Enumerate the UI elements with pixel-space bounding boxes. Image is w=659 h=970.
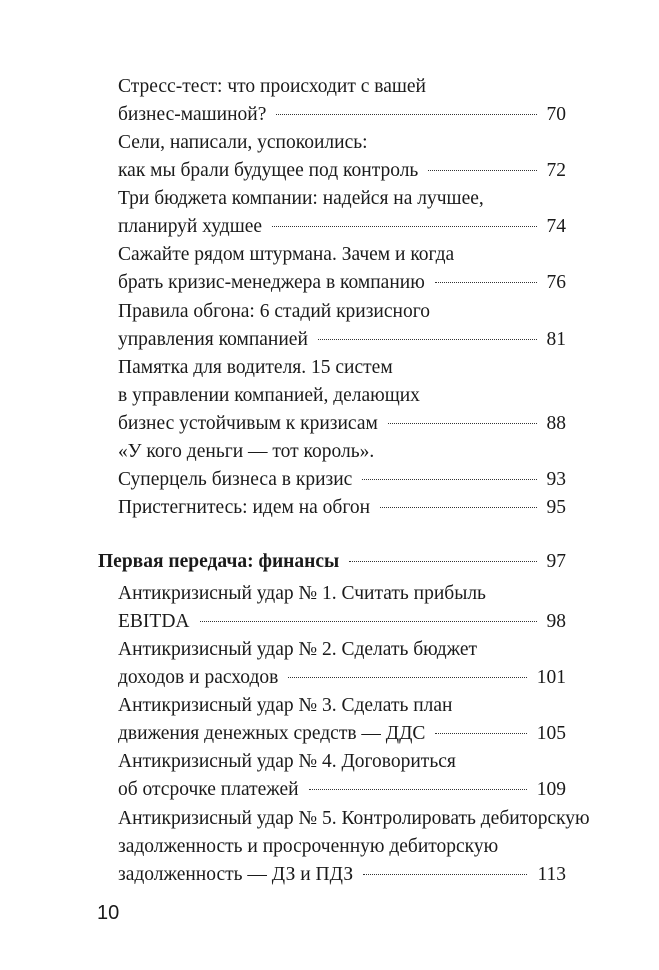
page-number: 101 bbox=[536, 667, 566, 688]
toc-entry bbox=[118, 438, 566, 494]
toc-entry-line: Суперцель бизнеса в кризис bbox=[118, 469, 353, 490]
toc-entry bbox=[118, 692, 566, 748]
toc-entry-line: Антикризисный удар № 3. Сделать план bbox=[118, 695, 453, 716]
dot-leader bbox=[318, 339, 537, 340]
dot-leader bbox=[272, 226, 536, 227]
toc-entry-line: Стресс-тест: что происходит с вашей bbox=[118, 76, 426, 97]
toc-entry-line: как мы брали будущее под контроль bbox=[118, 160, 419, 181]
page-number: 76 bbox=[546, 272, 566, 293]
toc-entry bbox=[118, 241, 566, 297]
page-number: 70 bbox=[546, 104, 566, 125]
dot-leader bbox=[276, 114, 536, 115]
page-number: 97 bbox=[546, 551, 566, 572]
dot-leader bbox=[428, 170, 536, 171]
toc-entry-line: Антикризисный удар № 5. Контролировать дебиторскую bbox=[118, 808, 590, 829]
dot-leader bbox=[388, 423, 537, 424]
toc-entry bbox=[118, 185, 566, 241]
page-number: 81 bbox=[546, 329, 566, 350]
dot-leader bbox=[363, 874, 527, 875]
chapter-title: Первая передача: финансы bbox=[98, 551, 340, 572]
toc-entry-line: Пристегнитесь: идем на обгон bbox=[118, 497, 371, 518]
toc-entry-line: «У кого деньги — тот король». bbox=[118, 441, 375, 462]
dot-leader bbox=[200, 621, 537, 622]
page-number: 72 bbox=[546, 160, 566, 181]
toc-entry bbox=[118, 354, 566, 438]
toc-entry-line: задолженность — ДЗ и ПДЗ bbox=[118, 864, 354, 885]
dot-leader bbox=[362, 479, 536, 480]
toc-entry bbox=[118, 805, 590, 889]
toc-entry bbox=[118, 73, 566, 129]
toc-entry-line: Правила обгона: 6 стадий кризисного bbox=[118, 301, 430, 322]
toc-entry-line: брать кризис-менеджера в компанию bbox=[118, 272, 425, 293]
dot-leader bbox=[380, 507, 536, 508]
toc-entry-line: Антикризисный удар № 1. Считать прибыль bbox=[118, 583, 486, 604]
toc-entry-line: Антикризисный удар № 2. Сделать бюджет bbox=[118, 639, 478, 660]
toc-entry-line: доходов и расходов bbox=[118, 667, 279, 688]
toc-entry bbox=[118, 298, 566, 354]
toc-entry-line: бизнес-машиной? bbox=[118, 104, 267, 125]
page-number: 113 bbox=[537, 864, 566, 885]
toc-entry bbox=[118, 494, 566, 522]
dot-leader bbox=[349, 561, 536, 562]
chapter-heading bbox=[98, 548, 566, 576]
page-number: 109 bbox=[536, 779, 566, 800]
page-number: 74 bbox=[546, 216, 566, 237]
toc-entry-line: об отсрочке платежей bbox=[118, 779, 299, 800]
page-number: 98 bbox=[546, 611, 566, 632]
dot-leader bbox=[435, 282, 537, 283]
toc-entry-line: Памятка для водителя. 15 систем bbox=[118, 357, 393, 378]
toc-entry-line: Три бюджета компании: надейся на лучшее, bbox=[118, 188, 484, 209]
dot-leader bbox=[288, 677, 526, 678]
toc-entry bbox=[118, 580, 566, 636]
toc-entry-line: Сажайте рядом штурмана. Зачем и когда bbox=[118, 244, 455, 265]
page-number: 105 bbox=[536, 723, 566, 744]
toc-entry-line: задолженность и просроченную дебиторскую bbox=[118, 836, 499, 857]
folio-page-number: 10 bbox=[97, 902, 120, 924]
toc-entry-line: планируй худшее bbox=[118, 216, 263, 237]
toc-entry-line: движения денежных средств — ДДС bbox=[118, 723, 426, 744]
toc-entry-line: управления компанией bbox=[118, 329, 308, 350]
dot-leader bbox=[435, 733, 526, 734]
toc-entry bbox=[118, 129, 566, 185]
page-number: 88 bbox=[546, 413, 566, 434]
toc-entry-line: Сели, написали, успокоились: bbox=[118, 132, 368, 153]
toc-entry-line: EBITDA bbox=[118, 611, 190, 632]
page-number: 93 bbox=[546, 469, 566, 490]
page-number: 95 bbox=[546, 497, 566, 518]
toc-entry bbox=[118, 748, 566, 804]
toc-entry-line: в управлении компанией, делающих bbox=[118, 385, 420, 406]
toc-entry-line: Антикризисный удар № 4. Договориться bbox=[118, 751, 456, 772]
toc-entry bbox=[118, 636, 566, 692]
toc-entry-line: бизнес устойчивым к кризисам bbox=[118, 413, 378, 434]
dot-leader bbox=[309, 789, 527, 790]
